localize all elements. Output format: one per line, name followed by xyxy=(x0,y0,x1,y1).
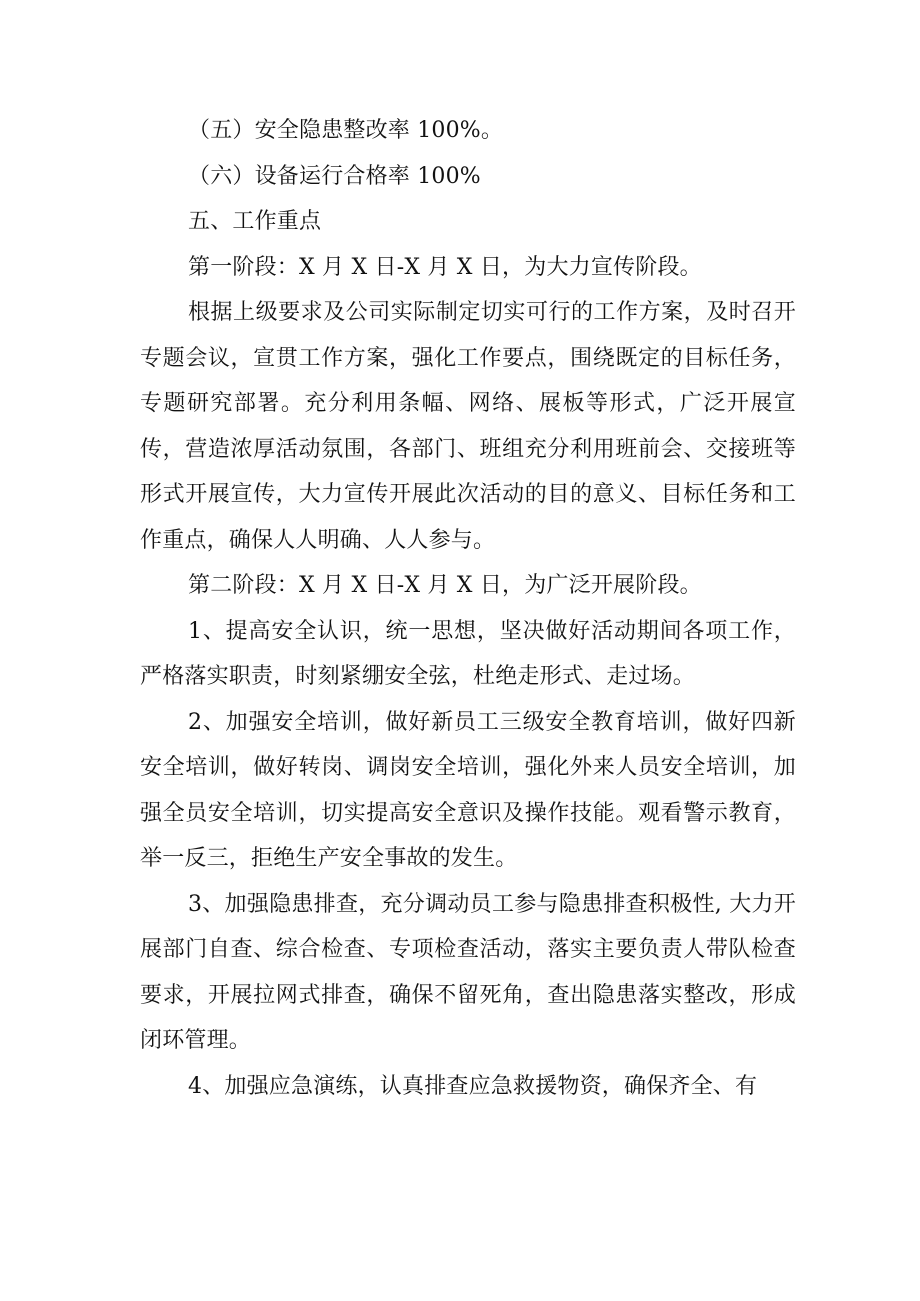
phase-two-item-2: 2、加强安全培训，做好新员工三级安全教育培训，做好四新安全培训，做好转岗、调岗安全培训，强化外来人员安全培训，加强全员安全培训，切实提高安全意识及操作技能。观看警示教育，举一反三，拒绝生产安全事故的发生。 xyxy=(140,709,796,871)
phase-one-body: 根据上级要求及公司实际制定切实可行的工作方案，及时召开专题会议，宣贯工作方案，强化工作要点，围绕既定的目标任务，专题研究部署。充分利用条幅、网络、展板等形式，广泛开展宣传，营造浓厚活动氛围，各部门、班组充分利用班前会、交接班等形式开展宣传，大力宣传开展此次活动的目的意义、目标任务和工作重点，确保人人明确、人人参与。 xyxy=(140,300,796,553)
document-body xyxy=(140,108,796,1109)
section-heading-work-focus: 五、工作重点 xyxy=(188,209,322,234)
phase-two-item-4: 4、加强应急演练，认真排查应急救援物资，确保齐全、有 xyxy=(188,1073,758,1099)
phase-two-item-3: 3、加强隐患排查，充分调动员工参与隐患排查积极性, 大力开展部门自查、综合检查、专项检查活动，落实主要负责人带队检查要求，开展拉网式排查，确保不留死角，查出隐患落实整改，形成闭环管理。 xyxy=(140,891,796,1053)
phase-two-heading: 第二阶段：X 月 X 日-X 月 X 日，为广泛开展阶段。 xyxy=(188,573,702,598)
goal-item-five: （五）安全隐患整改率 100%。 xyxy=(188,118,504,143)
phase-one-heading: 第一阶段：X 月 X 日-X 月 X 日，为大力宣传阶段。 xyxy=(188,254,702,280)
phase-two-item-1: 1、提高安全认识，统一思想，坚决做好活动期间各项工作，严格落实职责，时刻紧绷安全弦，杜绝走形式、走过场。 xyxy=(140,618,796,689)
goal-item-six: （六）设备运行合格率 100% xyxy=(188,163,481,189)
